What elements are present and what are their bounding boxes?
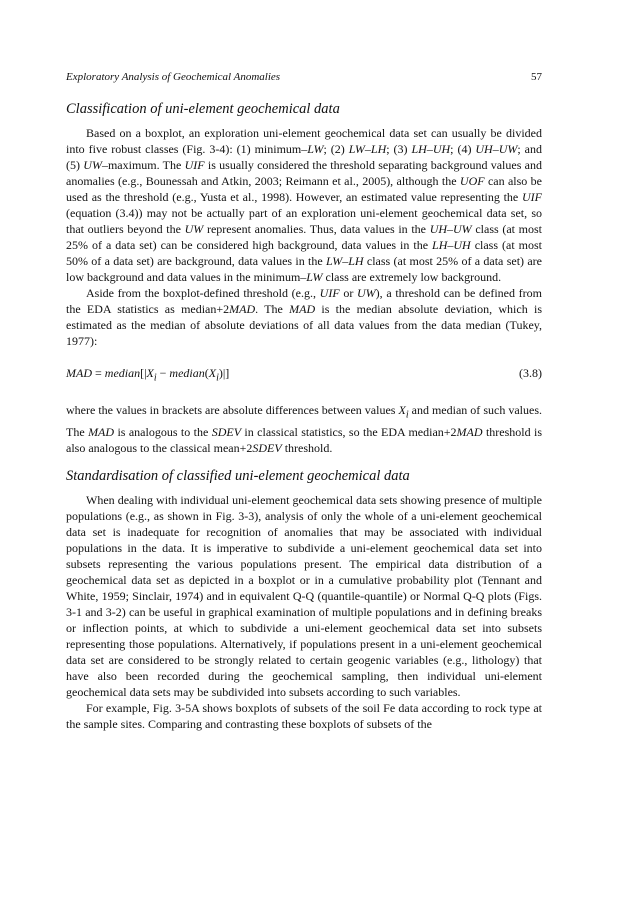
running-head (66, 70, 542, 84)
running-title: Exploratory Analysis of Geochemical Anomalies (66, 71, 281, 83)
section-heading-standardisation: Standardisation of classified uni-element geochemical data (66, 467, 410, 484)
page (66, 70, 542, 732)
equation-3-8 (66, 365, 542, 386)
page-number: 57 (531, 71, 542, 83)
paragraph: For example, Fig. 3-5A shows boxplots of subsets of the soil Fe data according to rock type at the sample sites. Comparing and contrasting these boxplots of subsets of the (66, 700, 542, 731)
equation-number: (3.8) (519, 366, 542, 380)
paragraph: Based on a boxplot, an exploration uni-element geochemical data set can usually be divided into five robust classes (Fig. 3-4): (1) minimum–LW; (2) LW–LH; (3) LH–UH; (4) UH–UW; and (5) UW–maximum. The UIF is usually considered the threshold separating background values and anomalies (e.g., Bounessah and Atkin, 2003; Reimann et al., 2005), although the UOF can also be used as the threshold (e.g., Yusta et al., 1998). However, an estimated value representing the UIF (equation (3.4)) may not be actually part of an exploration uni-element geochemical data set, so that outliers beyond the UW represent anomalies. Thus, data values in the UH–UW class (at most 25% of a data set) can be considered high background, data values in the LH–UH class (at most 50% of a data set) are background, data values in the LW–LH class (at most 25% of a data set) are low background and data values in the minimum–LW class are extremely low background. (66, 126, 543, 284)
paragraph: where the values in brackets are absolute differences between values $X_i$ and median of such values. The MAD is analogous to the SDEV in classical statistics, so the EDA median+2MAD threshold is also analogous to the classical mean+2SDEV threshold. (66, 403, 543, 455)
paragraph: Aside from the boxplot-defined threshold (e.g., UIF or UW), a threshold can be defined from the EDA statistics as median+2MAD. The MAD is the median absolute deviation, which is estimated as the median of absolute deviations of all data values from the data median (Tukey, 1977): (66, 286, 542, 348)
paragraph: When dealing with individual uni-element geochemical data sets showing presence of multiple populations (e.g., as shown in Fig. 3-3), analysis of only the whole of a uni-element geochemical data set is inadequate for recognition of anomalies that may be associated with individual populations in the data. It is imperative to subdivide a uni-element geochemical data set into subsets representing the various populations present. The empirical data distribution of a geochemical data set as depicted in a boxplot or in a cumulative probability plot (Tennant and White, 1959; Sinclair, 1974) and in equivalent Q-Q (quantile-quantile) or Normal Q-Q plots (Figs. 3-1 and 3-2) can be useful in graphical examination of multiple populations and in defining breaks or inflection points, at which to subdivide a uni-element geochemical data set into subsets representing those populations. Alternatively, if populations present in a uni-element geochemical data set are considered to be strongly related to certain geogenic variables (e.g., lithology) that have also been recorded during the geochemical sampling, then individual uni-element geochemical data sets may be subdivided into subsets according to such variables. (66, 492, 542, 699)
equation-expression: MAD = $median[|X_i$ − $median(X_i)|$] (66, 366, 230, 384)
section-heading-classification: Classification of uni-element geochemical data (66, 101, 340, 117)
